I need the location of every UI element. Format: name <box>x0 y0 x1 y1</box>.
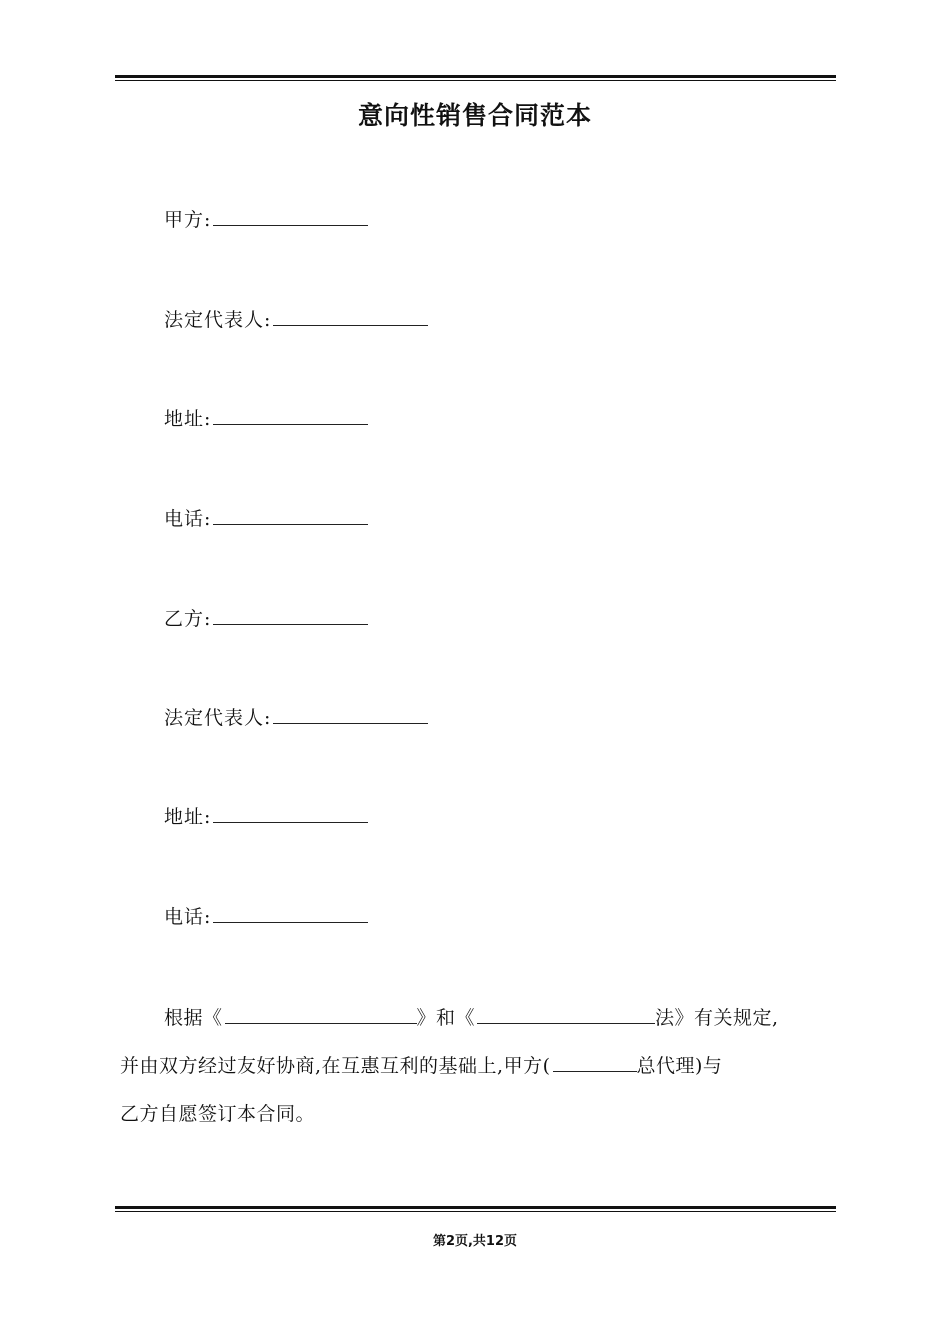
law-name-blank-2[interactable] <box>477 1003 655 1024</box>
header-rule <box>115 75 836 81</box>
party-a-phone-blank[interactable] <box>213 504 368 525</box>
document-title: 意向性销售合同范本 <box>357 101 592 130</box>
party-a-rep-label: 法定代表人: <box>164 309 272 331</box>
party-b-rep-blank[interactable] <box>273 703 428 724</box>
preamble-line-1 <box>120 994 840 1042</box>
preamble-paragraph <box>120 994 840 1138</box>
party-a-address-field <box>164 404 368 434</box>
preamble-seg-3: 法》有关规定, <box>655 1007 779 1029</box>
party-a-address-label: 地址: <box>164 408 212 430</box>
agent-region-blank[interactable] <box>553 1051 637 1072</box>
footer-rule <box>115 1206 836 1212</box>
party-b-address-label: 地址: <box>164 806 212 828</box>
party-a-label: 甲方: <box>164 209 212 231</box>
party-a-rep-field <box>164 305 428 335</box>
preamble-line-2-a: 并由双方经过友好协商,在互惠互利的基础上,甲方( <box>120 1055 551 1077</box>
party-b-label: 乙方: <box>164 608 212 630</box>
preamble-seg-2: 》和《 <box>416 1007 476 1029</box>
party-b-phone-label: 电话: <box>164 906 212 928</box>
party-b-rep-label: 法定代表人: <box>164 707 272 729</box>
party-a-field <box>164 205 368 235</box>
preamble-line-2-b: 总代理)与 <box>636 1055 723 1077</box>
preamble-seg-1: 根据《 <box>164 1007 223 1029</box>
party-b-field <box>164 604 368 634</box>
party-b-address-blank[interactable] <box>213 802 368 823</box>
party-b-blank[interactable] <box>213 604 368 625</box>
page-number: 第2页,共12页 <box>432 1234 518 1249</box>
preamble-line-3: 乙方自愿签订本合同。 <box>120 1103 316 1125</box>
party-a-phone-field <box>164 504 368 534</box>
party-b-rep-field <box>164 703 428 733</box>
preamble-line-2 <box>120 1042 840 1090</box>
party-b-phone-blank[interactable] <box>213 902 368 923</box>
party-a-phone-label: 电话: <box>164 508 212 530</box>
law-name-blank-1[interactable] <box>225 1003 417 1024</box>
party-a-rep-blank[interactable] <box>273 305 428 326</box>
party-a-address-blank[interactable] <box>213 404 368 425</box>
party-b-phone-field <box>164 902 368 932</box>
party-b-address-field <box>164 802 368 832</box>
party-a-blank[interactable] <box>213 205 368 226</box>
